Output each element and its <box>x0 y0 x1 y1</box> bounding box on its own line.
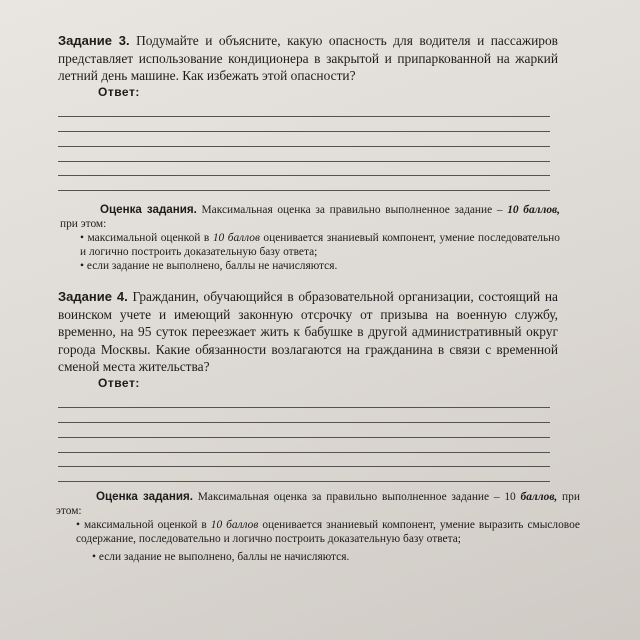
task-4 <box>58 288 558 482</box>
grade-3-points: 10 баллов, <box>507 204 560 216</box>
task-4-heading: Задание 4. <box>58 289 128 304</box>
grade-3-bullet-2-text: если задание не выполнено, баллы не начисляются. <box>86 260 338 272</box>
answer-line[interactable] <box>58 103 550 118</box>
bullet-icon: • <box>76 519 80 531</box>
task-3-answer-label: Ответ: <box>98 84 140 99</box>
grade-4-text-a: Максимальная оценка за правильно выполненное задание – <box>197 491 500 503</box>
task-4-text: Гражданин, обучающийся в образовательной организации, состоящий на воинском учете и имеющий законную отсрочку от призыва на военную службу, временно, на 95 суток переезжает жить к бабушке в другой административный округ города Москвы. Какие обязанности возлагаются на гражданина в связи с временной сменой места жительства? <box>58 289 558 374</box>
answer-line[interactable] <box>58 117 550 132</box>
grade-4-text-b: при этом: <box>56 491 580 517</box>
task-4-answer-lines[interactable] <box>58 394 558 483</box>
answer-line[interactable] <box>58 147 550 162</box>
grade-4-bullet-2-text: если задание не выполнено, баллы не начисляются. <box>98 551 350 563</box>
answer-line[interactable] <box>58 132 550 147</box>
task-4-question <box>58 288 558 376</box>
bullet-icon: • <box>92 551 96 563</box>
answer-line[interactable] <box>58 394 550 409</box>
grade-3 <box>60 203 560 273</box>
grade-4 <box>56 490 580 564</box>
grade-3-bullet-1-em: 10 баллов <box>212 232 260 244</box>
task-3-text: Подумайте и объясните, какую опасность для водителя и пассажиров представляет использование кондиционера в закрытой и припаркованной на жаркий летний день машине. Как избежать этой опасности? <box>58 33 558 83</box>
grade-4-bullet-1-em: 10 баллов <box>210 519 259 531</box>
answer-line[interactable] <box>58 423 550 438</box>
bullet-icon: • <box>80 232 84 244</box>
answer-line[interactable] <box>58 408 550 423</box>
grade-4-bullet-1-b: оценивается знаниевый компонент, умение выразить смысловое содержание, последовательно и логично построить доказательную базу ответа; <box>76 519 580 545</box>
grade-3-bullet-1-b: оценивается знаниевый компонент, умение последовательно и логично построить доказательную базу ответа; <box>80 232 560 258</box>
task-3-answer-lines[interactable] <box>58 103 558 192</box>
grade-3-bullet-2 <box>80 259 560 273</box>
grade-4-bullet-1-a: максимальной оценкой в <box>84 519 207 531</box>
task-3-question <box>58 32 558 85</box>
answer-line[interactable] <box>58 176 550 191</box>
grade-3-heading: Оценка задания. <box>100 203 197 216</box>
grade-3-text-a: Максимальная оценка за правильно выполненное задание – <box>201 204 503 216</box>
task-4-answer-label: Ответ: <box>98 375 140 390</box>
grade-4-heading: Оценка задания. <box>96 490 193 503</box>
grade-4-bullet-1 <box>76 518 580 546</box>
answer-line[interactable] <box>58 453 550 468</box>
answer-line[interactable] <box>58 162 550 177</box>
grade-3-bullet-1-a: максимальной оценкой в <box>87 232 210 244</box>
answer-line[interactable] <box>58 438 550 453</box>
grade-4-bullet-2 <box>92 550 580 564</box>
bullet-icon: • <box>80 260 84 272</box>
grade-3-text-b: при этом: <box>60 218 107 230</box>
grade-3-text <box>60 203 560 231</box>
grade-4-points-num: 10 <box>504 491 516 503</box>
task-3 <box>58 32 558 191</box>
task-3-heading: Задание 3. <box>58 33 130 48</box>
grade-4-text <box>56 490 580 518</box>
grade-3-bullet-1 <box>80 231 560 259</box>
answer-line[interactable] <box>58 467 550 482</box>
grade-4-points: баллов, <box>520 491 558 503</box>
